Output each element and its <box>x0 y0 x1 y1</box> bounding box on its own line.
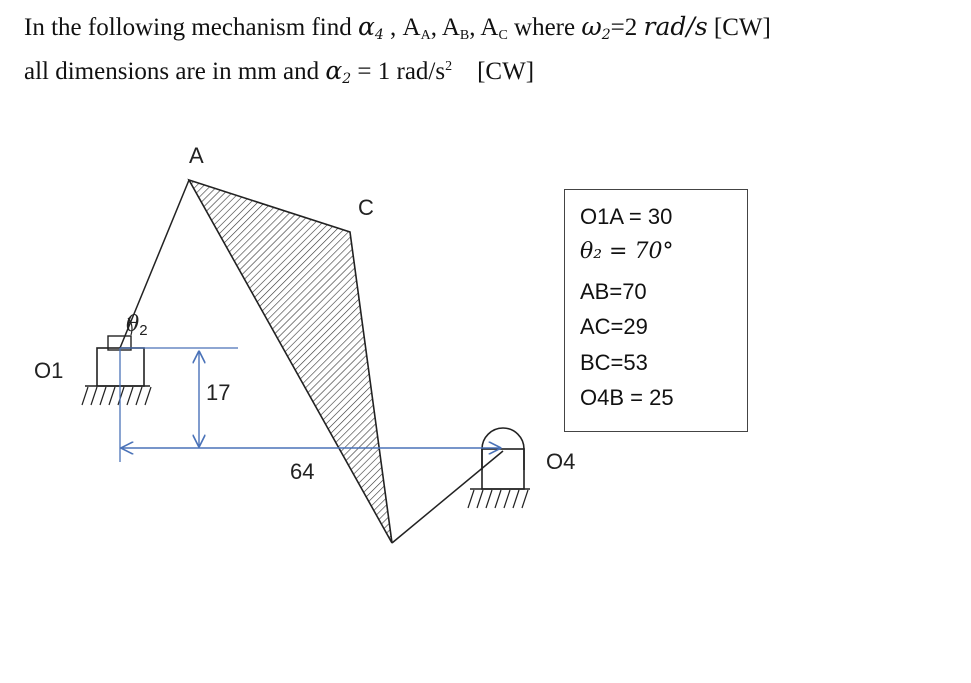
omega-symbol: $\omega_2$ <box>581 12 611 43</box>
accel-b: $A_B$, <box>441 14 476 43</box>
given-o1a: O1A = 30 <box>580 204 673 229</box>
o4-ground-support <box>468 428 530 508</box>
label-point-a: A <box>189 143 204 168</box>
coupler-link-triangle <box>189 180 392 543</box>
alpha2-direction: [CW] <box>477 58 535 85</box>
given-bc: BC=53 <box>580 350 648 375</box>
label-o1: O1 <box>34 358 64 383</box>
label-point-c: C <box>358 195 374 220</box>
given-ab: AB=70 <box>580 279 647 304</box>
o1-ground-support <box>82 336 151 405</box>
problem-text: In the following mechanism find <box>24 14 352 41</box>
rocker-link-o4b <box>392 451 503 543</box>
accel-c: $A_C$ <box>480 14 508 43</box>
given-o4b: O4B = 25 <box>580 385 674 410</box>
given-ac: AC=29 <box>580 314 648 339</box>
label-theta2: θ2 <box>126 312 148 339</box>
alpha2-value: = 1 rad/$s^2$ <box>357 58 453 85</box>
given-theta2: θ₂ = 70° <box>580 239 674 264</box>
omega-direction: [CW] <box>713 14 771 41</box>
label-o4: O4 <box>546 449 576 474</box>
given-values-box <box>564 189 748 432</box>
label-dim-64: 64 <box>290 459 315 484</box>
label-dim-17: 17 <box>206 380 231 405</box>
alpha4-symbol: $\alpha_4$ <box>357 12 384 43</box>
omega-unit: rad/s <box>643 12 708 41</box>
omega-value: =2 <box>610 14 638 41</box>
problem-statement-line-1: In the following mechanism find $\alpha_4$ , $A_A$, $A_B$, $A_C$ where $\omega_2=2$ rad/s [CW] <box>24 12 771 43</box>
alpha2-symbol: $\alpha_2$ <box>325 56 352 87</box>
accel-a: $A_A$, <box>402 14 437 43</box>
problem-text-2: all dimensions are in mm and <box>24 58 320 85</box>
where-text: where <box>514 14 576 41</box>
